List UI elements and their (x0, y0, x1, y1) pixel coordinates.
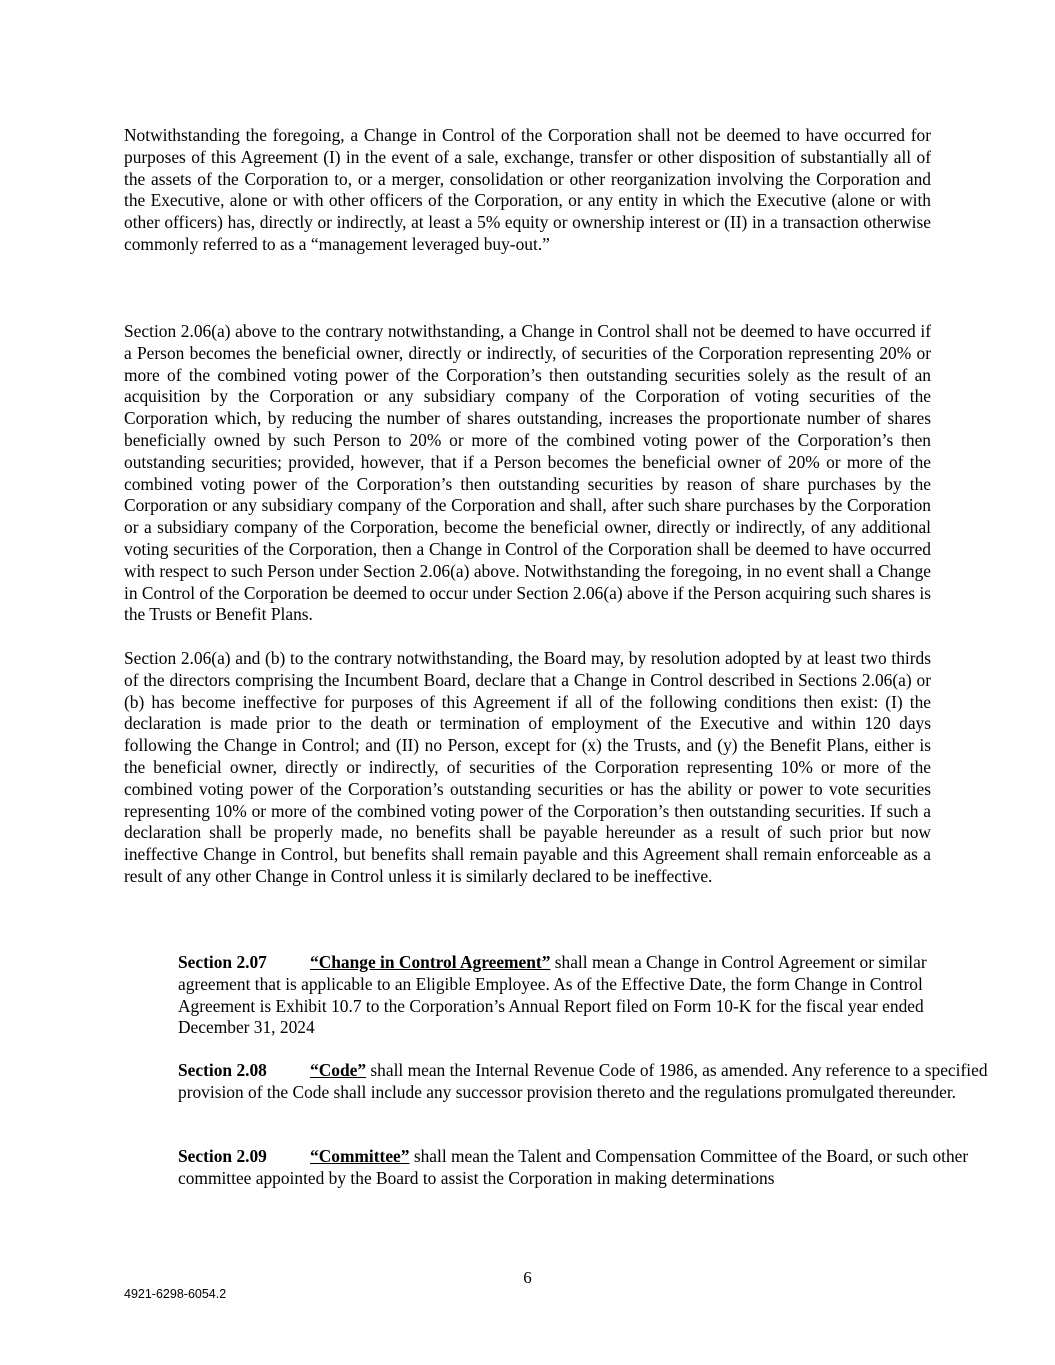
section-text: shall mean a Change in Control Agreement or similar agreement that is applicable to an Eligible Employee. As of the Effective Date, the form Change in Control Agreement is Exhibit 10.7 to the Corporation’s Annual Report filed on Form 10-K for the fiscal year ended December 31, 2024 (178, 952, 927, 1038)
defined-term: “Code” (310, 1060, 367, 1080)
section-number: Section 2.07 (178, 952, 267, 972)
paragraph-board-declaration: Section 2.06(a) and (b) to the contrary notwithstanding, the Board may, by resolution adopted by at least two thirds of the directors comprising the Incumbent Board, declare that a Change in Control described in Sections 2.06(a) or (b) has become ineffective for purposes of this Agreement if all of the following conditions then exist: (I) the declaration is made prior to the death or termination of employment of the Executive and within 120 days following the Change in Control; and (II) no Person, except for (x) the Trusts, and (y) the Benefit Plans, either is the beneficial owner, directly or indirectly, of securities of the Corporation representing 10% or more of the combined voting power of the Corporation’s outstanding securities or has the ability or power to vote securities representing 10% or more of the combined voting power of the Corporation’s then outstanding securities. If such a declaration shall be properly made, no benefits shall be payable hereunder as a result of such prior but now ineffective Change in Control, but benefits shall remain payable and this Agreement shall remain enforceable as a result of any other Change in Control unless it is similarly declared to be ineffective. (124, 648, 931, 886)
section-text: shall mean the Internal Revenue Code of 1986, as amended. Any reference to a specified provision of the Code shall include any successor provision thereto and the regulations promulgated thereunder. (178, 1060, 988, 1102)
section-number: Section 2.08 (178, 1060, 267, 1080)
defined-term: “Committee” (310, 1146, 410, 1166)
section-2-08 (117, 1060, 993, 1104)
section-2-07 (117, 952, 993, 1039)
section-text: shall mean the Talent and Compensation Committee of the Board, or such other committee appointed by the Board to assist the Corporation in making determinations (178, 1146, 969, 1188)
section-number: Section 2.09 (178, 1146, 267, 1166)
defined-term: “Change in Control Agreement” (310, 952, 551, 972)
paragraph-change-in-control-exclusion: Notwithstanding the foregoing, a Change in Control of the Corporation shall not be deemed to have occurred for purposes of this Agreement (I) in the event of a sale, exchange, transfer or other disposition of substantially all of the assets of the Corporation to, or a merger, consolidation or other reorganization involving the Corporation and the Executive, alone or with other officers of the Corporation, or any entity in which the Executive (alone or with other officers) has, directly or indirectly, at least a 5% equity or ownership interest or (II) in a transaction otherwise commonly referred to as a “management leveraged buy-out.” (124, 125, 931, 254)
document-id: 4921-6298-6054.2 (124, 1287, 227, 1301)
paragraph-beneficial-owner-exception: Section 2.06(a) above to the contrary notwithstanding, a Change in Control shall not be deemed to have occurred if a Person becomes the beneficial owner, directly or indirectly, of securities of the Corporation representing 20% or more of the combined voting power of the Corporation’s then outstanding securities solely as the result of an acquisition by the Corporation or any subsidiary company of the Corporation of voting securities of the Corporation which, by reducing the number of shares outstanding, increases the proportionate number of shares beneficially owned by such Person to 20% or more of the combined voting power of the Corporation’s then outstanding securities; provided, however, that if a Person becomes the beneficial owner of 20% or more of the combined voting power of the Corporation’s then outstanding securities by reason of share purchases by the Corporation or any subsidiary company of the Corporation and shall, after such share purchases by the Corporation or a subsidiary company of the Corporation, become the beneficial owner, directly or indirectly, of any additional voting securities of the Corporation, then a Change in Control of the Corporation shall be deemed to have occurred with respect to such Person under Section 2.06(a) above. Notwithstanding the foregoing, in no event shall a Change in Control of the Corporation be deemed to occur under Section 2.06(a) above if the Person acquiring such shares is the Trusts or Benefit Plans. (124, 321, 931, 625)
page-number: 6 (523, 1268, 532, 1287)
section-2-09 (117, 1146, 993, 1190)
